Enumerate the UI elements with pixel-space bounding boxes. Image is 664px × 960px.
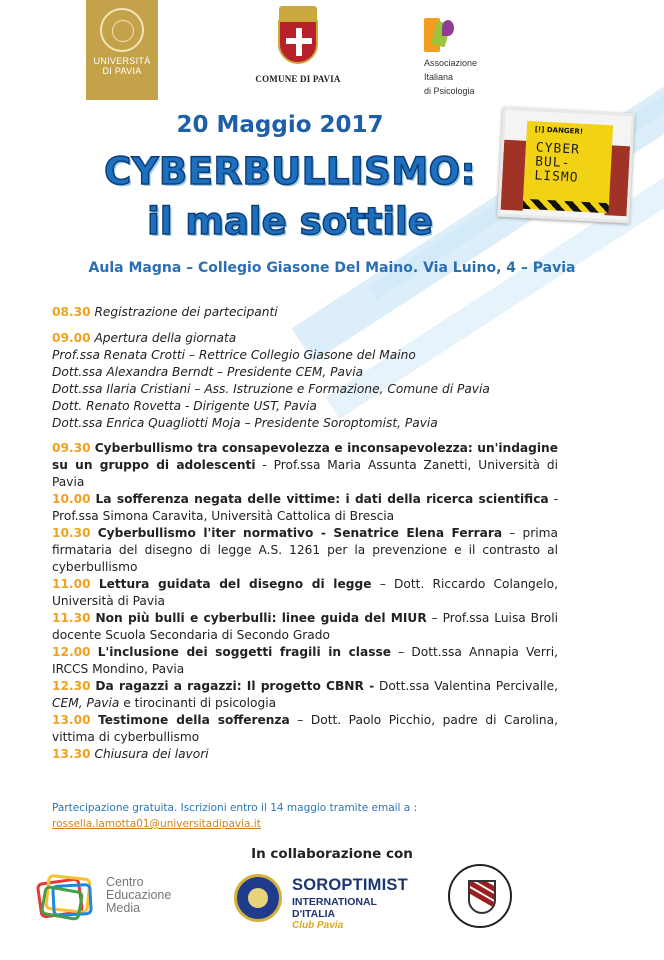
university-name-line1: UNIVERSITÀ (93, 56, 151, 66)
soroptimist-sub: INTERNATIONAL D'ITALIA (292, 896, 377, 920)
talk-entry: 12.30 Da ragazzi a ragazzi: Il progetto CBNR - Dott.ssa Valentina Percivalle, CEM, Pavia e tirocinanti di psicologia (52, 679, 558, 710)
cem-logo (38, 870, 208, 936)
city-crest-icon (276, 6, 320, 66)
talk-entry: 10.30 Cyberbullismo l'iter normativo - Senatrice Elena Ferrara – prima firmataria del disegno di legge A.S. 1261 per la prevenzione e il contrasto al cyberbullismo (52, 526, 558, 574)
photo-sign-text: CYBER BUL- LISMO (533, 140, 581, 186)
aip-name-line1: Associazione (424, 58, 478, 68)
talk-entry: 09.30 Cyberbullismo tra consapevolezza e inconsapevolezza: un'indagine su un gruppo di adolescenti - Prof.ssa Maria Assunta Zanetti, Università di Pavia (52, 441, 558, 489)
program-talks (52, 440, 558, 763)
program-registration: 08.30 Registrazione dei partecipanti (52, 305, 278, 319)
university-of-pavia-logo (86, 0, 158, 100)
opening-speaker: Prof.ssa Renata Crotti – Rettrice Collegio Giasone del Maino (52, 348, 416, 362)
university-name-line2: DI PAVIA (102, 66, 142, 76)
aip-name-line2: Italiana (424, 72, 454, 82)
program (52, 304, 558, 763)
registration-email-link[interactable]: rossella.lamotta01@universitadipavia.it (52, 818, 261, 830)
program-closing: 13.30 Chiusura dei lavori (52, 747, 209, 761)
event-title-line2: il male sottile (147, 200, 433, 243)
soroptimist-club: Club Pavia (292, 920, 344, 931)
talk-entry: 13.00 Testimone della sofferenza – Dott. Paolo Picchio, padre di Carolina, vittima di cyberbullismo (52, 713, 559, 744)
photo-danger-text: [!] DANGER! (534, 125, 584, 136)
aip-mark-icon (424, 18, 456, 54)
comune-di-pavia-logo (248, 6, 348, 84)
talk-entry: 11.30 Non più bulli e cyberbulli: linee guida del MIUR – Prof.ssa Luisa Broli docente Scuola Secondaria di Secondo Grado (52, 611, 558, 642)
opening-speaker: Dott. Renato Rovetta - Dirigente UST, Pavia (52, 399, 317, 413)
talk-entry: 10.00 La sofferenza negata delle vittime: i dati della ricerca scientifica - Prof.ssa Simona Caravita, Università Cattolica di Brescia (52, 492, 559, 523)
university-seal-icon (100, 8, 144, 52)
registration-text: Partecipazione gratuita. Iscrizioni entro il 14 maggio tramite email a : (52, 802, 418, 814)
soroptimist-logo (292, 876, 412, 931)
opening-speaker: Dott.ssa Alexandra Berndt – Presidente CEM, Pavia (52, 365, 364, 379)
aip-logo (424, 18, 504, 96)
event-title-line1: CYBERBULLISMO: (104, 150, 476, 193)
aip-name-line3: di Psicologia (424, 86, 475, 96)
event-date: 20 Maggio 2017 (176, 112, 384, 138)
talk-entry: 12.00 L'inclusione dei soggetti fragili in classe – Dott.ssa Annapia Verri, IRCCS Mondino, Pavia (52, 645, 558, 676)
comune-name: COMUNE DI PAVIA (255, 74, 341, 84)
registration-info (52, 800, 572, 832)
program-opening: 09.00 Apertura della giornata Prof.ssa Renata Crotti – Rettrice Collegio Giasone del Maino Dott.ssa Alexandra Berndt – Presidente CEM, Pavia Dott.ssa Ilaria Cristiani – Ass. Istruzione e Formazione, Comune di Pavia Dott. Renato Rovetta - Dirigente UST, Pavia Dott.ssa Enrica Quagliotti Moja – Presidente Soroptomist, Pavia (52, 330, 558, 432)
event-venue: Aula Magna – Collegio Giasone Del Maino. Via Luino, 4 – Pavia (88, 260, 576, 276)
collaboration-title: In collaborazione con (251, 846, 413, 862)
talk-entry: 11.00 Lettura guidata del disegno di legge – Dott. Riccardo Colangelo, Università di Pavia (52, 577, 559, 608)
collegio-ghislieri-seal-icon (448, 864, 512, 928)
opening-speaker: Dott.ssa Ilaria Cristiani – Ass. Istruzione e Formazione, Comune di Pavia (52, 382, 490, 396)
soroptimist-seal-icon (234, 874, 282, 922)
cem-frames-icon (38, 874, 100, 924)
soroptimist-name: SOROPTIMIST (292, 876, 408, 894)
opening-speaker: Dott.ssa Enrica Quagliotti Moja – Presidente Soroptomist, Pavia (52, 416, 438, 430)
cem-name: Centro Educazione Media (106, 875, 172, 915)
